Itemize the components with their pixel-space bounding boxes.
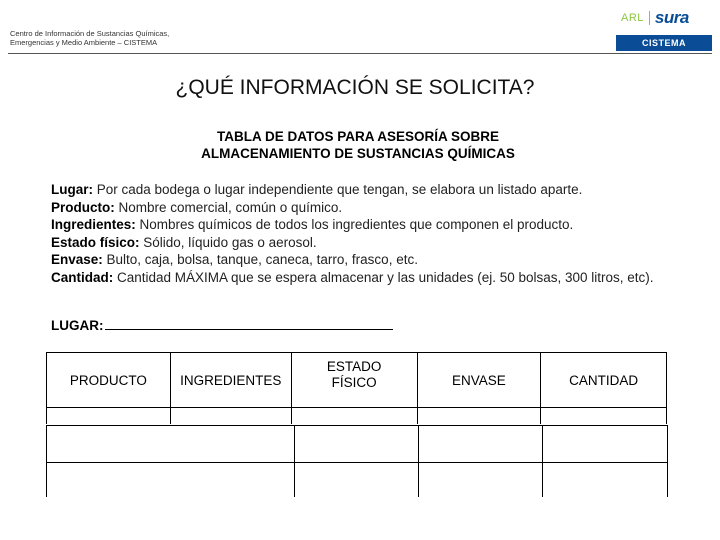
- definition-term: Cantidad:: [51, 269, 114, 285]
- table-cell: [170, 408, 291, 425]
- storage-data-table-rows: [46, 425, 668, 497]
- table-cell: [47, 426, 295, 463]
- definition-term: Estado físico:: [51, 234, 140, 250]
- header-divider: [8, 53, 712, 54]
- lugar-blank-line: [105, 319, 393, 330]
- definition-producto: [51, 199, 666, 217]
- document-title: [150, 128, 566, 162]
- document-title-line1: TABLA DE DATOS PARA ASESORÍA SOBRE: [216, 129, 500, 144]
- header-estado-fisico: [291, 353, 417, 408]
- header-org-text: [10, 30, 210, 47]
- definition-term: Lugar:: [51, 182, 93, 197]
- table-row: [47, 426, 668, 463]
- slide-title: ¿QUÉ INFORMACIÓN SE SOLICITA?: [175, 76, 535, 99]
- definition-term: Ingredientes:: [51, 217, 136, 232]
- definition-text: Nombres químicos de todos los ingredientes que componen el producto.: [135, 217, 574, 232]
- table-cell: [47, 408, 171, 425]
- definition-text: Sólido, líquido gas o aerosol.: [139, 234, 317, 250]
- header-cantidad: CANTIDAD: [541, 353, 667, 408]
- definition-envase: [51, 251, 666, 269]
- header-envase: ENVASE: [417, 353, 541, 408]
- definition-text: Por cada bodega o lugar independiente que tengan, se elabora un listado aparte.: [93, 182, 583, 197]
- definition-cantidad: [51, 269, 666, 287]
- definition-ingredientes: [51, 216, 666, 234]
- arl-sura-logo: [613, 5, 715, 51]
- table-cell: [294, 463, 419, 498]
- table-cell: [541, 408, 667, 425]
- definition-text: Bulto, caja, bolsa, tanque, caneca, tarro, frasco, etc.: [102, 252, 418, 267]
- logo-sura-text: sura: [654, 8, 689, 27]
- lugar-label: LUGAR:: [51, 318, 104, 333]
- header-estado-fisico-text: ESTADO FÍSICO: [326, 359, 382, 390]
- storage-data-table: [46, 352, 667, 424]
- table-cell: [294, 426, 419, 463]
- definition-term: Producto:: [51, 199, 115, 215]
- definition-text: Cantidad MÁXIMA que se espera almacenar y las unidades (ej. 50 bolsas, 300 litros, etc).: [113, 269, 654, 285]
- logo-separator: [649, 11, 650, 25]
- document-title-line2: ALMACENAMIENTO DE SUSTANCIAS QUÍMICAS: [201, 146, 515, 161]
- table-cell: [543, 463, 668, 498]
- table-cell: [419, 426, 543, 463]
- header-producto: PRODUCTO: [47, 353, 171, 408]
- definition-lugar: [51, 181, 666, 199]
- lugar-field: [51, 318, 393, 333]
- definition-estado-fisico: [51, 234, 666, 252]
- table-row: [47, 463, 668, 498]
- table-header-row: [47, 353, 667, 408]
- table-cell: [291, 408, 417, 425]
- definition-text: Nombre comercial, común o químico.: [114, 199, 343, 215]
- definitions-list: [51, 181, 666, 286]
- table-cell: [543, 426, 668, 463]
- table-cell: [47, 463, 295, 498]
- logo-cistema-bar: CISTEMA: [616, 35, 712, 51]
- header-org-line2: Emergencias y Medio Ambiente – CISTEMA: [10, 37, 158, 47]
- table-cell: [417, 408, 541, 425]
- definition-term: Envase:: [51, 252, 103, 267]
- table-row: [47, 408, 667, 425]
- header-org-line1: Centro de Información de Sustancias Químicas,: [10, 29, 170, 38]
- logo-arl-text: ARL: [621, 12, 644, 24]
- table-cell: [419, 463, 543, 498]
- header-ingredientes: INGREDIENTES: [170, 353, 291, 408]
